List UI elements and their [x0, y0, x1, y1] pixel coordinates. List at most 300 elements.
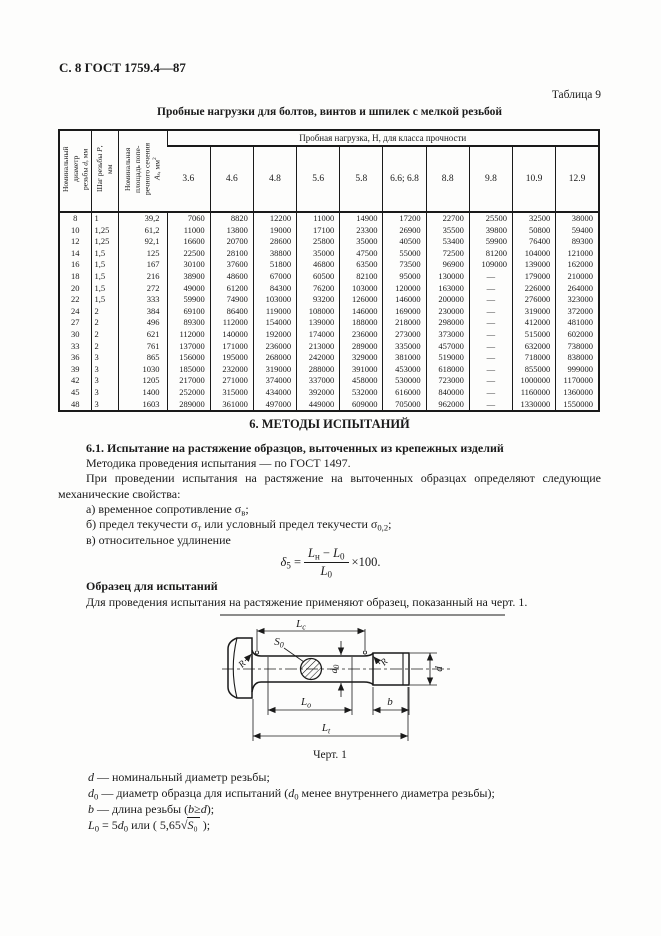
class-header: 6.6; 6.8: [383, 146, 426, 212]
table-cell: 14: [71, 247, 80, 258]
table-cell: 23300: [340, 225, 383, 237]
table-cell: 139000: [513, 259, 556, 271]
table-cell: 174000: [297, 329, 340, 341]
table-row: [59, 306, 599, 318]
table-row: [59, 352, 599, 364]
table-cell: —: [469, 399, 512, 412]
formula-fraction: [304, 546, 349, 579]
table-cell: 112000: [167, 329, 210, 341]
table-cell: 96900: [426, 259, 469, 271]
definition-b: b — длина резьбы (b≥d);: [88, 802, 215, 816]
table-cell: 69100: [167, 306, 210, 318]
table-cell: 61,2: [118, 225, 167, 237]
table-cell: 61200: [210, 283, 253, 295]
r-label-left: R: [237, 659, 249, 671]
lo-label: $L_o$: [300, 696, 312, 710]
table-cell: 457000: [426, 341, 469, 353]
table-cell: 22: [71, 294, 80, 305]
table-cell: 1030: [118, 364, 167, 376]
table-cell: 1160000: [513, 387, 556, 399]
table-cell: 179000: [513, 271, 556, 283]
table-cell: 3: [91, 399, 118, 412]
paragraph-properties: При проведении испытания на растяжение на выточенных образцах определяют следующие механические свойства:: [58, 471, 601, 501]
table-row: [59, 248, 599, 260]
table-cell: 67000: [253, 271, 296, 283]
table-cell: 28100: [210, 248, 253, 260]
table-cell: 140000: [210, 329, 253, 341]
table-cell: 95000: [383, 271, 426, 283]
bolt-specimen-figure: [168, 604, 522, 754]
table-cell: 103000: [253, 294, 296, 306]
table-cell: 146000: [383, 294, 426, 306]
table-cell: 329000: [340, 352, 383, 364]
table-cell: 602000: [556, 329, 599, 341]
table-cell: 47500: [340, 248, 383, 260]
table-cell: 35000: [297, 248, 340, 260]
table-cell: 276000: [513, 294, 556, 306]
table-cell: 315000: [210, 387, 253, 399]
table-cell: 18: [71, 270, 80, 281]
table-cell: 840000: [426, 387, 469, 399]
table-cell: 195000: [210, 352, 253, 364]
table-cell: 372000: [556, 306, 599, 318]
table-cell: 146000: [340, 306, 383, 318]
subsection-heading: 6.1. Испытание на растяжение образцов, выточенных из крепежных изделий: [86, 441, 504, 455]
table-cell: 3: [91, 352, 118, 364]
table-cell: —: [469, 387, 512, 399]
col-header-area-text: Номинальная площадь попе- речного сечения $А_s$, $мм^2$: [123, 142, 162, 195]
table-cell: 519000: [426, 352, 469, 364]
table-cell: 84300: [253, 283, 296, 295]
table-cell: 2: [91, 341, 118, 353]
table-cell: 86400: [210, 306, 253, 318]
table-row: [59, 259, 599, 271]
table-cell: 392000: [297, 387, 340, 399]
table-cell: 38900: [167, 271, 210, 283]
s0-label: $S_0$: [274, 636, 284, 650]
table-cell: 1,5: [91, 248, 118, 260]
table-cell: 8820: [210, 212, 253, 225]
table-cell: 210000: [556, 271, 599, 283]
paragraph-method: Методика проведения испытания — по ГОСТ 1497.: [86, 456, 351, 470]
table-cell: 53400: [426, 236, 469, 248]
d0-label: $d_0$: [330, 664, 341, 674]
table-cell: 496: [118, 317, 167, 329]
table-cell: 17200: [383, 212, 426, 225]
table-cell: 109000: [469, 259, 512, 271]
table-row: [59, 364, 599, 376]
class-header: 10.9: [513, 146, 556, 212]
table-cell: 35500: [426, 225, 469, 237]
table-cell: 481000: [556, 317, 599, 329]
table-cell: 373000: [426, 329, 469, 341]
shank-top-line: [252, 650, 373, 656]
table-cell: 39: [71, 363, 80, 374]
table-cell: 154000: [253, 317, 296, 329]
table-header-row-1: [59, 130, 599, 146]
formula-rhs: ×100.: [351, 555, 381, 569]
table-cell: 12: [71, 236, 80, 247]
table-cell: 289000: [167, 399, 210, 412]
table-cell: 16: [71, 259, 80, 270]
table-cell: 55000: [383, 248, 426, 260]
table-cell: 93200: [297, 294, 340, 306]
elongation-formula: [0, 546, 661, 579]
table-cell: 458000: [340, 375, 383, 387]
table-cell: 42: [71, 375, 80, 386]
table-cell: 27: [71, 317, 80, 328]
table-cell: 453000: [383, 364, 426, 376]
table-cell: 298000: [426, 317, 469, 329]
s0-leader-line: [284, 648, 304, 662]
page-header: С. 8 ГОСТ 1759.4—87: [59, 60, 186, 75]
col-header-area: [118, 130, 167, 212]
table-cell: 49000: [167, 283, 210, 295]
d-label: d: [433, 666, 445, 672]
table-cell: 36: [71, 352, 80, 363]
table-row: [59, 283, 599, 295]
figure-caption: Черт. 1: [313, 749, 347, 761]
table-row: [59, 271, 599, 283]
table-cell: 319000: [513, 306, 556, 318]
table-cell: 497000: [253, 399, 296, 412]
table-cell: 39,2: [118, 212, 167, 225]
table-cell: 125: [118, 248, 167, 260]
table-cell: 319000: [253, 364, 296, 376]
table-cell: 74900: [210, 294, 253, 306]
table-cell: 3: [91, 364, 118, 376]
table-body: [59, 212, 599, 411]
table-cell: 59400: [556, 225, 599, 237]
table-cell: 156000: [167, 352, 210, 364]
table-cell: 609000: [340, 399, 383, 412]
table-cell: 361000: [210, 399, 253, 412]
table-cell: 1: [91, 212, 118, 225]
table-cell: 213000: [297, 341, 340, 353]
col-header-pitch: [91, 130, 118, 212]
table-cell: 1330000: [513, 399, 556, 412]
table-cell: 20700: [210, 236, 253, 248]
table-cell: 855000: [513, 364, 556, 376]
table-cell: 2: [91, 306, 118, 318]
table-cell: 621: [118, 329, 167, 341]
class-header: 5.6: [297, 146, 340, 212]
table-cell: 236000: [340, 329, 383, 341]
table-cell: 718000: [513, 352, 556, 364]
table-cell: 192000: [253, 329, 296, 341]
table-cell: 25800: [297, 236, 340, 248]
table-cell: 38800: [253, 248, 296, 260]
list-item-v: в) относительное удлинение: [86, 533, 231, 547]
table-cell: 35000: [340, 236, 383, 248]
table-cell: 163000: [426, 283, 469, 295]
table-cell: —: [469, 329, 512, 341]
table-number-label: Таблица 9: [551, 89, 601, 101]
span-header-proof-load: Пробная нагрузка, Н, для класса прочности: [167, 130, 599, 146]
table-cell: —: [469, 341, 512, 353]
table-cell: 126000: [340, 294, 383, 306]
table-cell: 272: [118, 283, 167, 295]
table-cell: 252000: [167, 387, 210, 399]
r-leader-left: [245, 654, 252, 661]
table-cell: 162000: [556, 259, 599, 271]
table-cell: 46800: [297, 259, 340, 271]
table-cell: 200000: [426, 294, 469, 306]
lc-marker-circle-right: [363, 651, 366, 654]
definition-d: d — номинальный диаметр резьбы;: [88, 770, 270, 784]
table-cell: 236000: [253, 341, 296, 353]
table-cell: 2: [91, 329, 118, 341]
table-cell: 273000: [383, 329, 426, 341]
class-header: 12.9: [556, 146, 599, 212]
table-cell: 723000: [426, 375, 469, 387]
formula-numerator: $L_н - L_0$: [304, 546, 349, 563]
table-cell: 121000: [556, 248, 599, 260]
table-cell: 217000: [167, 375, 210, 387]
table-cell: 50800: [513, 225, 556, 237]
table-cell: 268000: [253, 352, 296, 364]
table-cell: 434000: [253, 387, 296, 399]
col-header-diameter: [59, 130, 91, 212]
table-cell: 412000: [513, 317, 556, 329]
table-cell: 26900: [383, 225, 426, 237]
proof-load-table-wrapper: [58, 129, 600, 412]
table-row: [59, 317, 599, 329]
table-cell: 40500: [383, 236, 426, 248]
table-cell: 30: [71, 328, 80, 339]
table-cell: 139000: [297, 317, 340, 329]
shank-bottom-line: [252, 682, 373, 692]
table-cell: 962000: [426, 399, 469, 412]
table-cell: 532000: [340, 387, 383, 399]
table-cell: —: [469, 375, 512, 387]
table-row: [59, 294, 599, 306]
bolt-head-outline: [228, 638, 252, 698]
table-cell: 218000: [383, 317, 426, 329]
table-title: Пробные нагрузки для болтов, винтов и шпилек с мелкой резьбой: [157, 106, 502, 118]
proof-load-table: [58, 129, 600, 412]
table-cell: 10: [71, 224, 80, 235]
table-cell: 37600: [210, 259, 253, 271]
table-cell: 1205: [118, 375, 167, 387]
sample-text: Для проведения испытания на растяжение применяют образец, показанный на черт. 1.: [86, 595, 528, 609]
table-cell: 89300: [556, 236, 599, 248]
sample-heading: Образец для испытаний: [86, 579, 218, 593]
table-cell: 48: [71, 398, 80, 409]
table-cell: 216: [118, 271, 167, 283]
table-cell: 108000: [297, 306, 340, 318]
table-cell: 76400: [513, 236, 556, 248]
section-title: 6. МЕТОДЫ ИСПЫТАНИЙ: [249, 417, 410, 431]
table-cell: 20: [71, 282, 80, 293]
table-cell: 73500: [383, 259, 426, 271]
table-cell: 51800: [253, 259, 296, 271]
table-cell: 226000: [513, 283, 556, 295]
col-header-diameter-text: Номинальный диаметр резьбы d, мм: [60, 145, 90, 192]
lt-label: $L_t$: [321, 722, 331, 736]
table-cell: 323000: [556, 294, 599, 306]
table-cell: 11000: [297, 212, 340, 225]
table-cell: 1000000: [513, 375, 556, 387]
table-row: [59, 387, 599, 399]
col-header-pitch-text: Шаг резьбы Р, мм: [94, 145, 114, 192]
table-cell: 761: [118, 341, 167, 353]
table-cell: 1,5: [91, 271, 118, 283]
table-row: [59, 329, 599, 341]
table-cell: 1,25: [91, 236, 118, 248]
table-cell: 39800: [469, 225, 512, 237]
table-cell: 76200: [297, 283, 340, 295]
table-cell: 59900: [167, 294, 210, 306]
b-label: b: [387, 696, 393, 708]
list-item-a: а) временное сопротивление $\sigma_в$;: [86, 502, 249, 518]
table-cell: 169000: [383, 306, 426, 318]
table-cell: 232000: [210, 364, 253, 376]
table-cell: 12200: [253, 212, 296, 225]
table-cell: 333: [118, 294, 167, 306]
table-cell: 374000: [253, 375, 296, 387]
table-cell: 230000: [426, 306, 469, 318]
table-cell: 32500: [513, 212, 556, 225]
table-cell: 82100: [340, 271, 383, 283]
table-cell: 81200: [469, 248, 512, 260]
table-row: [59, 341, 599, 353]
table-cell: 11000: [167, 225, 210, 237]
table-cell: 89300: [167, 317, 210, 329]
lc-label: $L_c$: [296, 618, 306, 632]
table-cell: 3: [91, 387, 118, 399]
formula-lhs: $\delta_5$ =: [280, 555, 301, 571]
class-header: 5.8: [340, 146, 383, 212]
table-cell: 137000: [167, 341, 210, 353]
table-cell: 288000: [297, 364, 340, 376]
table-cell: 24: [71, 305, 80, 316]
table-cell: —: [469, 294, 512, 306]
table-cell: —: [469, 364, 512, 376]
table-cell: 63500: [340, 259, 383, 271]
table-row: [59, 375, 599, 387]
table-cell: 38000: [556, 212, 599, 225]
table-cell: 1,5: [91, 259, 118, 271]
table-cell: —: [469, 306, 512, 318]
bolt-drawing: [168, 604, 522, 749]
table-cell: 999000: [556, 364, 599, 376]
table-cell: 865: [118, 352, 167, 364]
table-cell: 30100: [167, 259, 210, 271]
class-header: 9.8: [469, 146, 512, 212]
table-row: [59, 212, 599, 225]
table-cell: 92,1: [118, 236, 167, 248]
table-cell: 264000: [556, 283, 599, 295]
definition-l0: $L_0 = 5d_0$ или ( 5,65√S₀ );: [88, 818, 211, 834]
list-item-b: б) предел текучести $\sigma_т$ или условный предел текучести $\sigma_{0,2}$;: [86, 517, 392, 533]
table-cell: 59900: [469, 236, 512, 248]
table-cell: 335000: [383, 341, 426, 353]
table-cell: 530000: [383, 375, 426, 387]
class-header: 3.6: [167, 146, 210, 212]
table-cell: 104000: [513, 248, 556, 260]
r-label-right: R: [379, 657, 391, 669]
table-cell: 22500: [167, 248, 210, 260]
table-cell: 17100: [297, 225, 340, 237]
class-header: 8.8: [426, 146, 469, 212]
table-cell: 1,25: [91, 225, 118, 237]
table-cell: —: [469, 283, 512, 295]
table-cell: 120000: [383, 283, 426, 295]
table-cell: 171000: [210, 341, 253, 353]
table-cell: 1,5: [91, 294, 118, 306]
table-cell: 22700: [426, 212, 469, 225]
table-cell: 632000: [513, 341, 556, 353]
table-cell: 13800: [210, 225, 253, 237]
table-cell: —: [469, 271, 512, 283]
table-cell: 838000: [556, 352, 599, 364]
table-cell: 48600: [210, 271, 253, 283]
table-cell: 515000: [513, 329, 556, 341]
table-cell: 16600: [167, 236, 210, 248]
table-cell: 618000: [426, 364, 469, 376]
table-cell: 1603: [118, 399, 167, 412]
table-cell: 167: [118, 259, 167, 271]
table-cell: 14900: [340, 212, 383, 225]
table-cell: 616000: [383, 387, 426, 399]
table-row: [59, 399, 599, 412]
table-cell: 337000: [297, 375, 340, 387]
table-cell: 271000: [210, 375, 253, 387]
lc-marker-circle-left: [255, 651, 258, 654]
table-cell: 19000: [253, 225, 296, 237]
table-cell: 45: [71, 386, 80, 397]
table-cell: 705000: [383, 399, 426, 412]
table-cell: 381000: [383, 352, 426, 364]
table-cell: 738000: [556, 341, 599, 353]
table-cell: 289000: [340, 341, 383, 353]
class-header: 4.6: [210, 146, 253, 212]
table-cell: 33: [71, 340, 80, 351]
table-row: [59, 236, 599, 248]
table-cell: 1400: [118, 387, 167, 399]
table-cell: 1170000: [556, 375, 599, 387]
table-cell: —: [469, 352, 512, 364]
table-cell: 7060: [167, 212, 210, 225]
table-cell: 28600: [253, 236, 296, 248]
table-cell: 1,5: [91, 283, 118, 295]
table-cell: 1360000: [556, 387, 599, 399]
class-header: 4.8: [253, 146, 296, 212]
table-cell: 8: [73, 213, 78, 223]
table-cell: 103000: [340, 283, 383, 295]
formula-denominator: $L_0$: [320, 564, 332, 580]
table-cell: 3: [91, 375, 118, 387]
table-cell: 130000: [426, 271, 469, 283]
table-cell: —: [469, 317, 512, 329]
table-cell: 384: [118, 306, 167, 318]
table-cell: 2: [91, 317, 118, 329]
table-cell: 112000: [210, 317, 253, 329]
definition-d0: $d_0$ — диаметр образца для испытаний ($d_0$ менее внутреннего диаметра резьбы);: [88, 786, 495, 802]
table-cell: 119000: [253, 306, 296, 318]
bolt-head-facet-arc: [233, 638, 237, 698]
table-cell: 449000: [297, 399, 340, 412]
table-cell: 72500: [426, 248, 469, 260]
definitions-block: [59, 769, 619, 833]
table-cell: 60500: [297, 271, 340, 283]
table-cell: 188000: [340, 317, 383, 329]
table-row: [59, 225, 599, 237]
table-cell: 1550000: [556, 399, 599, 412]
table-cell: 242000: [297, 352, 340, 364]
table-cell: 185000: [167, 364, 210, 376]
